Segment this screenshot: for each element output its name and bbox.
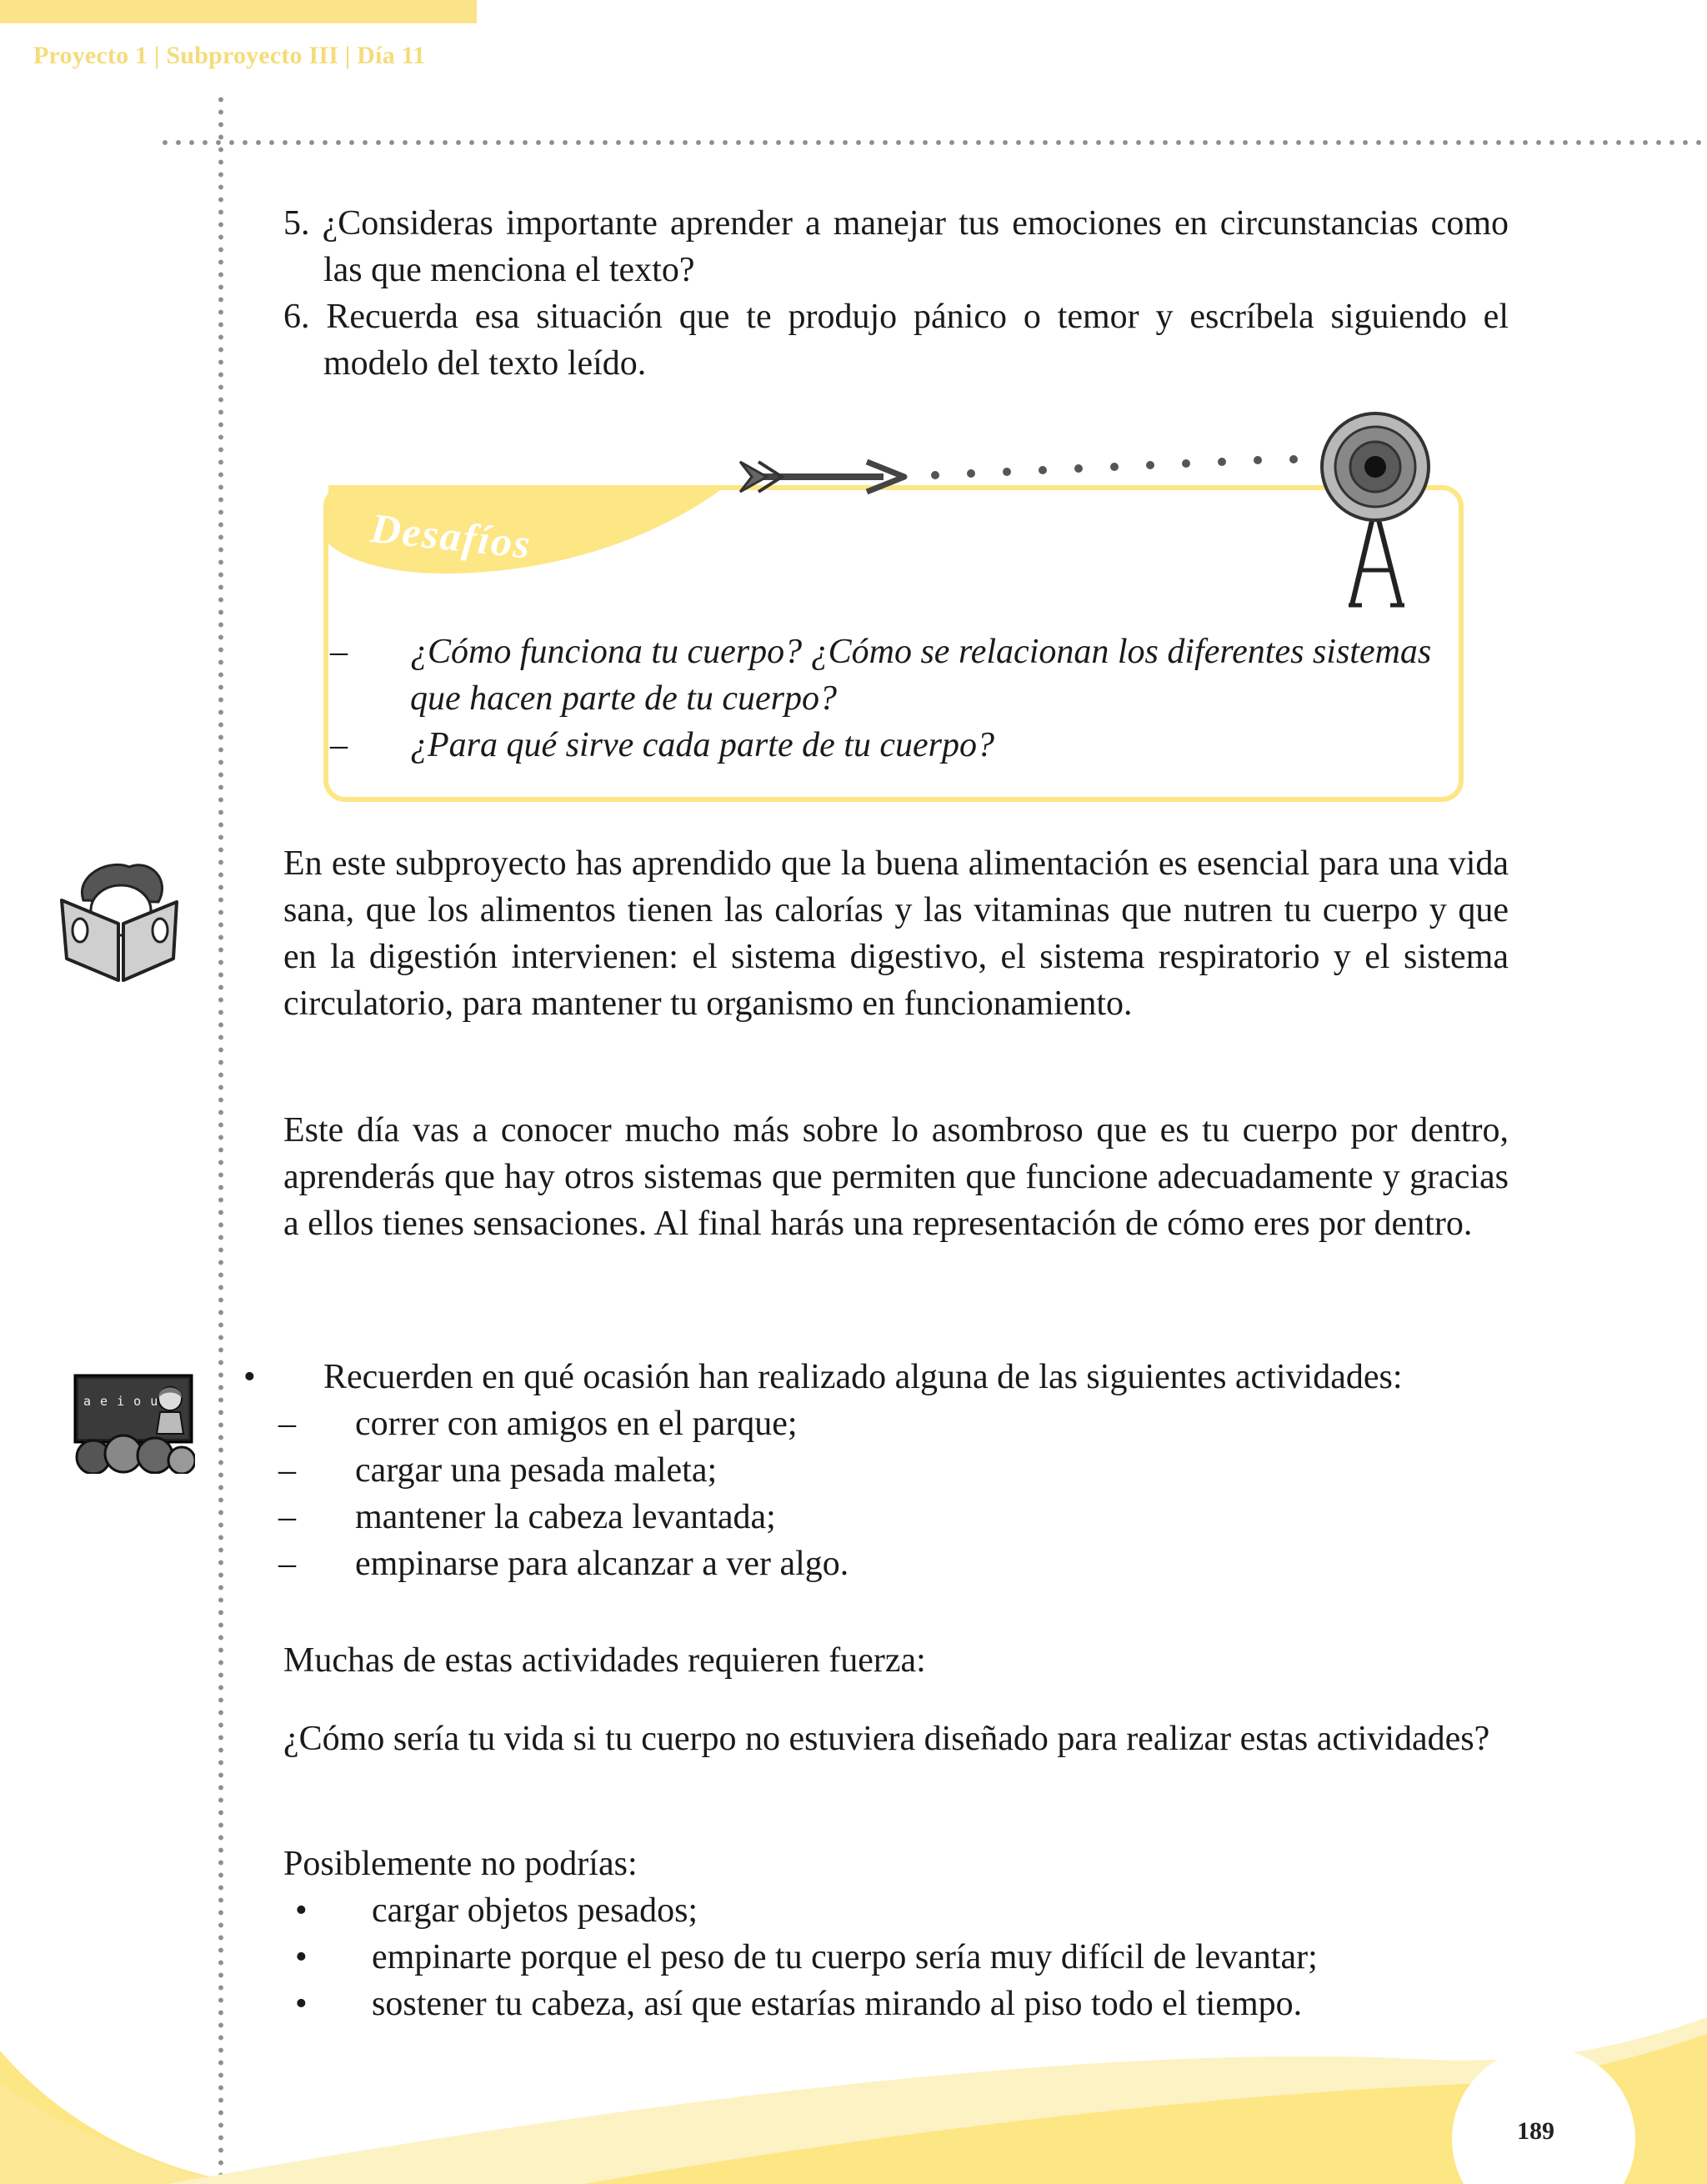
reading-child-icon: [58, 859, 183, 984]
closing-question: ¿Cómo sería tu vida si tu cuerpo no estuviera diseñado para realizar estas actividades?: [283, 1720, 1490, 1758]
arrow-target-illustration: [733, 407, 1484, 615]
challenges-title: Desafíos: [368, 503, 534, 568]
horizontal-dotted-rule: [158, 140, 1707, 145]
list-item: • sostener tu cabeza, así que estarías mirando al piso todo el tiempo.: [295, 1985, 1303, 2023]
arrow-icon: [740, 462, 904, 492]
header-accent-bar: [0, 0, 477, 23]
challenge-item: – ¿Cómo funciona tu cuerpo? ¿Cómo se relacionan los diferentes sistemas que hacen parte de tu cuerpo?: [330, 633, 1432, 718]
header-title: Proyecto 1 | Subproyecto III | Día 11: [33, 42, 426, 69]
list-item: – empinarse para alcanzar a ver algo.: [278, 1545, 849, 1583]
paragraph-summary: En este subproyecto has aprendido que la buena alimentación es esencial para una vida sana, que los alimentos tienen las calorías y las vitaminas que nutren tu cuerpo y que en la digestión intervienen: el sistema digestivo, el sistema respiratorio y el sistema circulatorio, para mantener tu organismo en funcionamiento.: [283, 844, 1509, 1023]
activity-list: [243, 1354, 1517, 1587]
footer-wave-decoration: [0, 1984, 1707, 2184]
list-item: – correr con amigos en el parque;: [278, 1405, 798, 1443]
page-number: 189: [1517, 2117, 1554, 2145]
list-item: • empinarte porque el peso de tu cuerpo sería muy difícil de levantar;: [295, 1938, 1318, 1976]
list-item: – cargar una pesada maleta;: [278, 1451, 718, 1490]
vertical-dotted-rule: [218, 93, 223, 2184]
question-5: 5. ¿Consideras importante aprender a manejar tus emociones en circunstancias como las que menciona el texto?: [283, 204, 1509, 289]
activity-sublist: [278, 1400, 1517, 1587]
activity-intro: • Recuerden en qué ocasión han realizado alguna de las siguientes actividades:: [243, 1358, 1403, 1396]
paragraph-today: Este día vas a conocer mucho más sobre lo asombroso que es tu cuerpo por dentro, aprenderás que hay otros sistemas que permiten que funcione adecuadamente y gracias a ellos tienes sensaciones. Al final harás una representación de cómo eres por dentro.: [283, 1111, 1509, 1243]
target-icon: [1322, 413, 1429, 605]
question-6: 6. Recuerda esa situación que te produjo pánico o temor y escríbela siguiendo el modelo del texto leído.: [283, 298, 1509, 383]
strength-statement: Muchas de estas actividades requieren fuerza:: [283, 1641, 926, 1680]
possibly-intro: Posiblemente no podrías:: [283, 1845, 638, 1883]
chalkboard-letters: a e i o u: [83, 1394, 159, 1409]
challenge-item: – ¿Para qué sirve cada parte de tu cuerpo?: [330, 726, 995, 764]
list-item: – mantener la cabeza levantada;: [278, 1498, 776, 1536]
list-item: • cargar objetos pesados;: [295, 1891, 698, 1930]
classroom-icon: [73, 1374, 195, 1474]
challenges-list: [330, 629, 1437, 769]
trajectory-dots: [931, 455, 1298, 479]
question-list: [283, 200, 1509, 387]
